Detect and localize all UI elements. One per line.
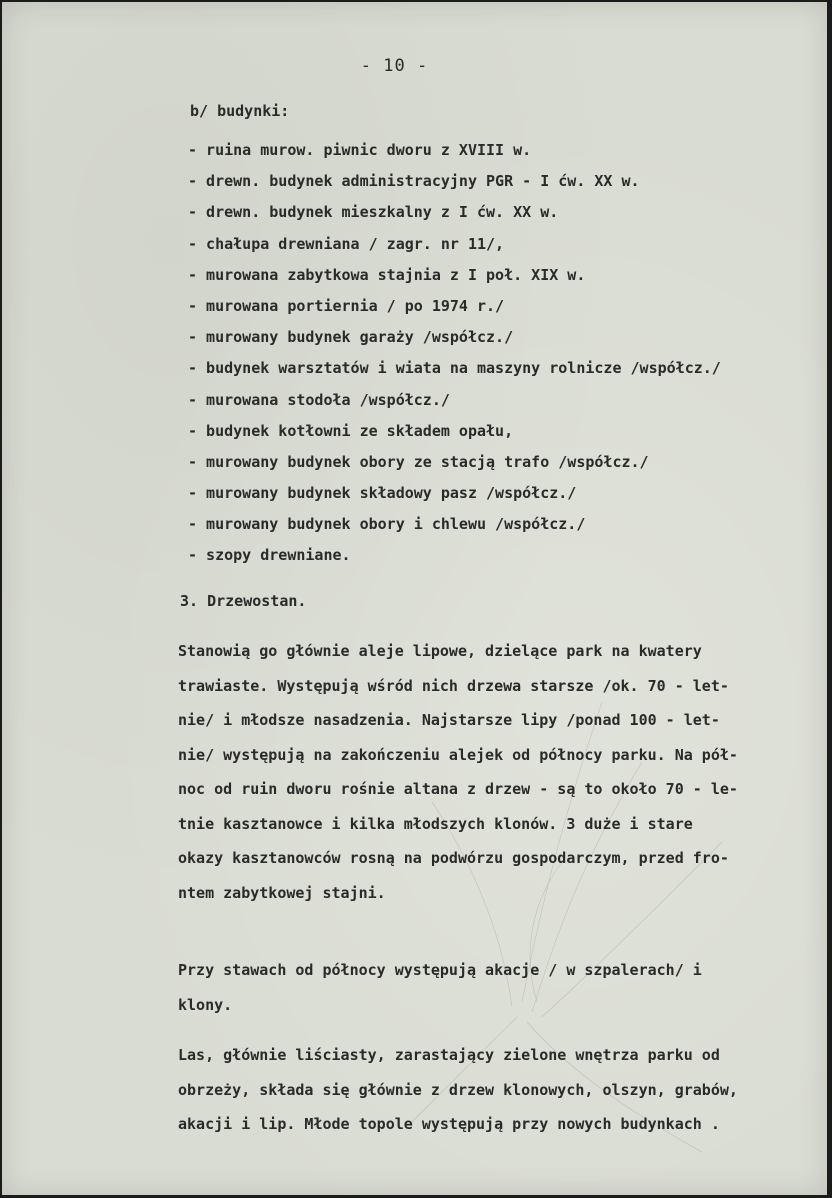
list-item: - ruina murow. piwnic dworu z XVIII w. (188, 141, 532, 159)
list-item: - chałupa drewniana / zagr. nr 11/, (188, 234, 505, 253)
buildings-list (188, 135, 721, 572)
text-line: Przy stawach od północy występują akacje / w szpalerach/ i (178, 961, 702, 979)
list-item: - drewn. budynek mieszkalny z I ćw. XX w. (188, 203, 559, 222)
text-line: nie/ występują na zakończeniu alejek od północy parku. Na pół- (178, 745, 738, 764)
list-item: - murowana portiernia / po 1974 r./ (188, 296, 505, 315)
list-item: - murowany budynek składowy pasz /współcz./ (188, 484, 577, 503)
text-line: noc od ruin dworu rośnie altana z drzew - są to około 70 - le- (178, 780, 738, 798)
list-item: - murowany budynek garaży /współcz./ (188, 328, 514, 347)
list-item: - budynek kotłowni ze składem opału, (188, 421, 514, 440)
list-item: - szopy drewniane. (188, 546, 351, 565)
paragraph-forest (178, 1038, 818, 1142)
text-line: Stanowią go głównie aleje lipowe, dzielące park na kwatery (178, 642, 702, 660)
list-item: - budynek warsztatów i wiata na maszyny rolnicze /współcz./ (188, 359, 721, 378)
paragraph-ponds (178, 953, 818, 1022)
paragraph-tree-stand (178, 634, 818, 910)
list-item: - murowany budynek obory i chlewu /współcz./ (188, 515, 586, 534)
section-3-heading: 3. Drzewostan. (180, 592, 307, 610)
text-line: Las, głównie liściasty, zarastający zielone wnętrza parku od (178, 1046, 720, 1064)
text-line: obrzeży, składa się głównie z drzew klonowych, olszyn, grabów, (178, 1080, 738, 1099)
text-line: trawiaste. Występują wśród nich drzewa starsze /ok. 70 - let- (178, 676, 729, 695)
text-line: nie/ i młodsze nasadzenia. Najstarsze lipy /ponad 100 - let- (178, 711, 720, 729)
text-line: okazy kasztanowców rosną na podwórzu gospodarczym, przed fro- (178, 849, 729, 867)
list-item: - drewn. budynek administracyjny PGR - I ćw. XX w. (188, 172, 640, 191)
list-item: - murowany budynek obory ze stacją trafo /współcz./ (188, 452, 649, 471)
page-number: - 10 - (360, 56, 429, 76)
list-item: - murowana stodoła /współcz./ (188, 390, 450, 409)
text-line: ntem zabytkowej stajni. (178, 883, 386, 902)
text-line: tnie kasztanowce i kilka młodszych klonów. 3 duże i stare (178, 814, 693, 833)
text-line: klony. (178, 995, 233, 1014)
section-b-heading: b/ budynki: (190, 102, 290, 120)
list-item: - murowana zabytkowa stajnia z I poł. XIX w. (188, 265, 586, 284)
text-line: akacji i lip. Młode topole występują przy nowych budynkach . (178, 1115, 720, 1133)
document-page (2, 2, 827, 1195)
